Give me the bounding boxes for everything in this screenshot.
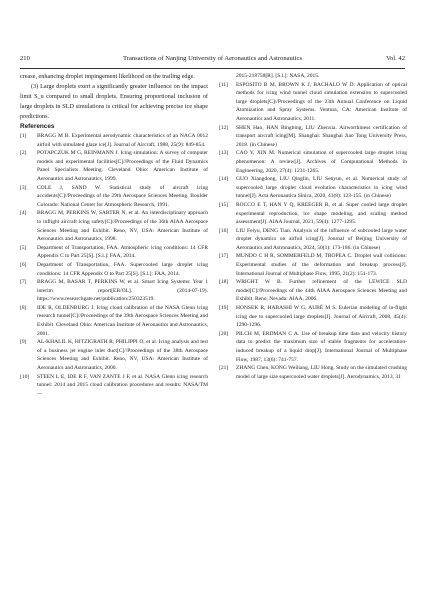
reference-entry [219, 201, 407, 227]
reference-text: PILCH M, ERDMAN C A. Use of breakup time data and velocity history data to predict the maximum size of stable fragments for acceleration-induced breakup of a liquid drop[J]. International Journal of Multiphase Flow, 1987, 13(6): 741-757. [236, 330, 407, 363]
reference-text: LIU Feiyu, DENG Tian. Analysis of the influence of subcooled large water droplet dynamics on airfoil icing[J]. Journal of Beijing University of Aeronautics and Astronautics, 2024, 50(1): 173-186. (in Chinese) [236, 227, 407, 251]
reference-number: [19] [219, 305, 229, 312]
reference-text: MUNDO C H R, SOMMERFELD M, TROPEA C. Droplet wall collisions: Experimental studies of the deformation and breakup process[J]. International Journal of Multiphase Flow, 1995, 21(2): 151-173. [236, 253, 407, 277]
reference-entry [219, 72, 407, 81]
reference-text: CAO Y, XIN M. Numerical simulation of supercooled large droplet icing phenomenon: A review[J]. Archives of Computational Methods in Engineering, 2020, 27(4): 1231-1265. [236, 150, 407, 174]
reference-entry [20, 209, 208, 243]
reference-entry [219, 175, 407, 201]
reference-text: AL-KHALIL K, HITZIGRATH R, PHILIPPI O, et al. Icing analysis and test of a business jet engine inlet duct[C]//Proceedings of the 38th Aerospace Sciences Meeting and Exhibit. Reno, NV, USA: American Institute of Aeronautics and Astronautics, 2000. [37, 339, 208, 372]
reference-entry [219, 81, 407, 124]
reference-number: [6] [20, 261, 27, 268]
reference-entry [219, 304, 407, 330]
reference-entry [20, 149, 208, 183]
reference-entry [219, 364, 407, 381]
page-number: 210 [20, 55, 30, 62]
reference-entry [20, 278, 208, 304]
left-column [20, 72, 208, 398]
reference-number: [4] [20, 210, 27, 217]
reference-entry [20, 338, 208, 372]
reference-entry [20, 132, 208, 149]
reference-text: COLE J, SAND W. Statistical study of aircraft icing accidents[C]//Proceedings of the 29th Aerospace Sciences Meeting. Boulder Colorado: National Center for Atmospheric Research, 1991. [37, 184, 208, 208]
reference-text: BRAGG M, BASAR T, PERKINS W, et al. Smart Icing Systems: Year 1 interim report[EB/OL]. (2014-07-19). https://www.researchgate.net/publication/250323519. [37, 279, 208, 303]
reference-text: STEEN L E, IDE R F, VAN ZANTE J F, et al. NASA Glenn icing research tunnel: 2014 and 2015 cloud calibration procedures and results: NASA/TM— [37, 373, 208, 397]
reference-list-left [20, 132, 208, 398]
volume-label: Vol. 42 [386, 55, 405, 62]
reference-number: [12] [219, 124, 229, 131]
reference-text: IDE R, OLDENBURG J. Icing cloud calibration of the NASA Glenn icing research tunnel[C]//Proceedings of the 39th Aerospace Sciences Meeting and Exhibit. Cleveland Ohio: American Institute of Aeronautics and Astronautics, 2001. [37, 304, 208, 337]
reference-number: [17] [219, 253, 229, 260]
reference-text: ROCCO E T, HAN Y Q, KREEGER R, et al. Super cooled large droplet experimental reproduction, ice shape modeling, and scaling method assessment[J]. AIAA Journal, 2021, 59(4): 1277-1295. [236, 201, 407, 226]
reference-number: [1] [20, 133, 27, 139]
reference-entry [20, 373, 208, 399]
reference-number: [8] [20, 304, 27, 311]
reference-number: [18] [219, 279, 229, 286]
reference-text: Department of Transportation, FAA. Atmospheric icing conditions: 14 CFR Appendix C to Part 25[S]. [S.l.]: FAA, 2014. [37, 244, 208, 260]
reference-number: [2] [20, 150, 27, 157]
reference-number: [11] [219, 81, 228, 88]
reference-number: [16] [219, 227, 229, 234]
reference-entry [219, 330, 407, 364]
reference-entry [219, 227, 407, 253]
reference-entry [20, 304, 208, 338]
reference-text: 2015-218758[R]. [S.l.]: NASA, 2015. [236, 73, 320, 79]
reference-text: BRAGG M, PERKINS W, SARTER N, et al. An interdisciplinary approach to inflight aircraft icing safety[C]//Proceedings of the 36th AIAA Aerospace Sciences Meeting and Exhibit. Reno, NV, USA: American Institute of Aeronautics and Astronautics, 1998. [37, 210, 208, 243]
reference-number: [14] [219, 176, 229, 183]
reference-text: HONSEK R, HABASHI W G, AUBÉ M S. Eulerian modeling of in-flight icing due to supercooled large droplets[J]. Journal of Aircraft, 2008, 45(4): 1290-1296. [236, 305, 407, 329]
reference-number: [20] [219, 330, 229, 337]
references-heading: References [20, 123, 55, 130]
reference-text: POTAPCZUK M G, REINMANN J. Icing simulation: A survey of computer models and experimental facilities[C]//Proceedings of the Fluid Dynamics Panel Specialists Meeting. Cleveland Ohio: American Institute of Aeronautics and Astronautics, 1999. [37, 150, 208, 182]
reference-number: [7] [20, 279, 27, 286]
reference-list-right [219, 72, 407, 381]
reference-number [219, 72, 236, 81]
reference-text: GUO Xiangdong, LIU Qinglin, LIU Senyun, et al. Numerical study of supercooled large droplet cloud evolution characteristics in icing wind tunnel[J]. Acta Aeronautica Sinica, 2020, 41(8): 123-155. (in Chinese) [236, 176, 407, 200]
reference-entry [20, 184, 208, 210]
reference-number: [10] [20, 373, 30, 380]
reference-text: ZHANG Chen, KONG Weiliang, LIU Hong. Study on the simulated crushing model of large size supercooled water droplets[J]. Aerodynamics, 2013, 31 [236, 365, 408, 380]
reference-number: [21] [219, 365, 229, 372]
reference-entry [219, 278, 407, 304]
reference-number: [3] [20, 184, 27, 191]
reference-text: Department of Transportation, FAA. Supercooled large droplet icing conditions: 14 CFR Appendix O to Part 25[S]. [S.l.]: FAA, 2014. [37, 261, 208, 277]
running-header [20, 54, 405, 69]
reference-number: [9] [20, 339, 27, 346]
body-paragraph: crease, enhancing droplet impingement likelihood on the trailing edge. [20, 73, 195, 80]
body-paragraph: (3) Large droplets exert a significantly greater influence on the impact limit S_u compared to small droplets. Ensuring proportional inclusion of large droplets in SLD simulations is critical for achieving precise ice shape predictions. [20, 83, 208, 120]
right-column [219, 72, 407, 381]
reference-text: BRAGG M B. Experimental aerodynamic characteristics of an NACA 0012 airfoil with simulated glaze ice[J]. Journal of Aircraft, 1988, 25(9): 849-854. [37, 133, 208, 148]
reference-number: [5] [20, 244, 27, 251]
reference-number: [13] [219, 150, 229, 157]
reference-entry [219, 124, 407, 150]
reference-entry [219, 149, 407, 175]
reference-entry [20, 261, 208, 278]
reference-text: WRIGHT W B. Further refinement of the LEWICE SLD model[C]//Proceedings of the 44th AIAA Aerospace Sciences Meeting and Exhibit. Reno, Nevada: AIAA, 2006. [236, 279, 407, 303]
reference-entry [20, 244, 208, 261]
journal-title: Transactions of Nanjing University of Aeronautics and Astronautics [122, 55, 303, 62]
reference-text: ESPOSITO B M, BROWN K J, BACHALO W D. Application of optical methods for icing wind tunnel cloud simulation extension to supercooled large droplets[C]//Proceedings of the 23th Annual Conference on Liquid Atomization and Spray Systems. Ventura, CA: American Institute of Aeronautics and Astronautics, 2011. [236, 81, 407, 122]
reference-number: [15] [219, 201, 229, 208]
reference-entry [219, 252, 407, 278]
reference-text: SHEN Hao, HAN Bingbing, LIU Zhenxia. Airworthiness certification of transport aircraft icing[M]. Shanghai: Shanghai Jiao Tong University Press, 2018. (in Chinese) [236, 124, 407, 148]
